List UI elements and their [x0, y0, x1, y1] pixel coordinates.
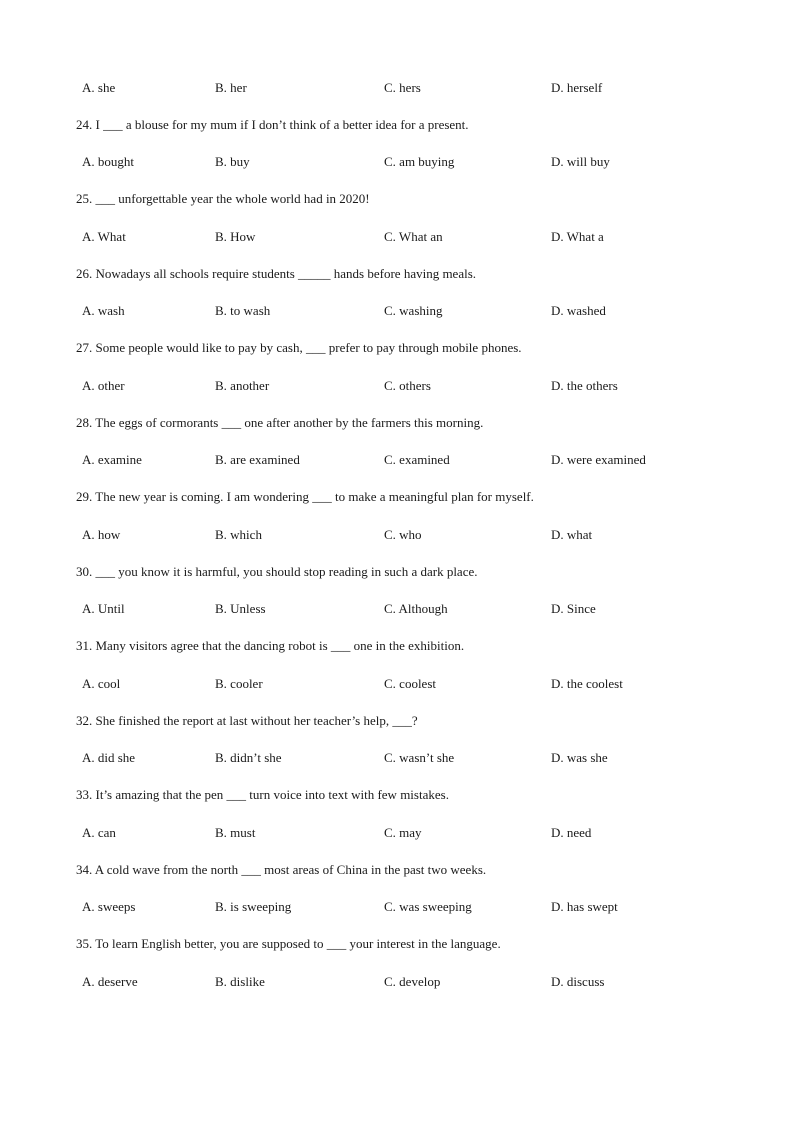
- option-b: B. is sweeping: [215, 899, 292, 914]
- question-26-stem: [0, 264, 794, 284]
- option-b: B. are examined: [215, 452, 300, 467]
- option-b: B. cooler: [215, 676, 263, 691]
- question-28-options: [0, 450, 794, 470]
- option-c: C. am buying: [384, 154, 455, 169]
- option-b: B. another: [215, 378, 270, 393]
- options-row: [0, 78, 794, 98]
- option-a: A. deserve: [82, 974, 138, 989]
- option-c: C. who: [384, 527, 422, 542]
- question-35-options: [0, 972, 794, 992]
- question-32-options: [0, 748, 794, 768]
- option-b: B. to wash: [215, 303, 271, 318]
- option-a: A. wash: [82, 303, 125, 318]
- question-32-stem: [0, 711, 794, 731]
- question-25-stem: [0, 189, 794, 209]
- question-text: 30. ___ you know it is harmful, you should stop reading in such a dark place.: [76, 564, 478, 579]
- question-29-options: [0, 525, 794, 545]
- question-27-options: [0, 376, 794, 396]
- question-text: 27. Some people would like to pay by cash, ___ prefer to pay through mobile phones.: [76, 340, 522, 355]
- option-d: D. will buy: [551, 154, 610, 169]
- question-text: 28. The eggs of cormorants ___ one after another by the farmers this morning.: [76, 415, 484, 430]
- option-b: B. Unless: [215, 601, 266, 616]
- option-a: A. other: [82, 378, 125, 393]
- option-b: B. How: [215, 229, 256, 244]
- question-text: 34. A cold wave from the north ___ most areas of China in the past two weeks.: [76, 862, 487, 877]
- question-text: 29. The new year is coming. I am wondering ___ to make a meaningful plan for myself.: [76, 489, 534, 504]
- option-c: C. others: [384, 378, 431, 393]
- question-26-options: [0, 301, 794, 321]
- option-c: C. develop: [384, 974, 441, 989]
- option-b: B. didn’t she: [215, 750, 282, 765]
- option-a: A. how: [82, 527, 121, 542]
- option-d: D. What a: [551, 229, 604, 244]
- option-c: C. was sweeping: [384, 899, 472, 914]
- question-24-stem: [0, 115, 794, 135]
- option-d: D. the coolest: [551, 676, 623, 691]
- option-b: B. which: [215, 527, 262, 542]
- question-text: 25. ___ unforgettable year the whole world had in 2020!: [76, 191, 370, 206]
- option-c: C. hers: [384, 80, 421, 95]
- question-31-options: [0, 674, 794, 694]
- option-c: C. coolest: [384, 676, 436, 691]
- option-c: C. examined: [384, 452, 450, 467]
- question-text: 26. Nowadays all schools require students _____ hands before having meals.: [76, 266, 477, 281]
- question-28-stem: [0, 413, 794, 433]
- question-29-stem: [0, 487, 794, 507]
- question-25-options: [0, 227, 794, 247]
- option-d: D. was she: [551, 750, 608, 765]
- question-34-options: [0, 897, 794, 917]
- option-d: D. the others: [551, 378, 618, 393]
- option-d: D. herself: [551, 80, 603, 95]
- question-text: 24. I ___ a blouse for my mum if I don’t think of a better idea for a present.: [76, 117, 469, 132]
- question-30-stem: [0, 562, 794, 582]
- option-d: D. what: [551, 527, 593, 542]
- question-27-stem: [0, 338, 794, 358]
- question-35-stem: [0, 934, 794, 954]
- option-d: D. Since: [551, 601, 596, 616]
- question-text: 32. She finished the report at last without her teacher’s help, ___?: [76, 713, 418, 728]
- option-d: D. need: [551, 825, 592, 840]
- option-a: A. cool: [82, 676, 121, 691]
- question-text: 31. Many visitors agree that the dancing robot is ___ one in the exhibition.: [76, 638, 465, 653]
- option-c: C. Although: [384, 601, 448, 616]
- question-text: 35. To learn English better, you are supposed to ___ your interest in the language.: [76, 936, 501, 951]
- option-b: B. dislike: [215, 974, 265, 989]
- question-text: 33. It’s amazing that the pen ___ turn voice into text with few mistakes.: [76, 787, 449, 802]
- option-b: B. buy: [215, 154, 250, 169]
- option-a: A. sweeps: [82, 899, 136, 914]
- option-d: D. has swept: [551, 899, 618, 914]
- question-24-options: [0, 152, 794, 172]
- option-d: D. washed: [551, 303, 606, 318]
- option-a: A. Until: [82, 601, 125, 616]
- option-a: A. she: [82, 80, 116, 95]
- option-a: A. did she: [82, 750, 136, 765]
- option-b: B. must: [215, 825, 256, 840]
- option-d: D. discuss: [551, 974, 605, 989]
- option-d: D. were examined: [551, 452, 646, 467]
- option-c: C. may: [384, 825, 422, 840]
- option-c: C. washing: [384, 303, 443, 318]
- option-a: A. examine: [82, 452, 142, 467]
- question-31-stem: [0, 636, 794, 656]
- question-33-stem: [0, 785, 794, 805]
- question-30-options: [0, 599, 794, 619]
- option-a: A. What: [82, 229, 126, 244]
- question-33-options: [0, 823, 794, 843]
- option-c: C. wasn’t she: [384, 750, 455, 765]
- option-a: A. bought: [82, 154, 134, 169]
- question-34-stem: [0, 860, 794, 880]
- option-b: B. her: [215, 80, 247, 95]
- option-c: C. What an: [384, 229, 443, 244]
- option-a: A. can: [82, 825, 116, 840]
